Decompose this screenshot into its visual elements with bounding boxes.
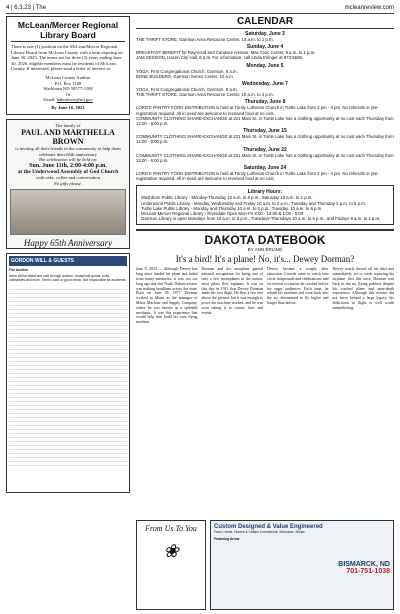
fromus-ad xyxy=(136,520,206,610)
page-header-right: mcleanreview.com xyxy=(344,5,394,11)
anniv-names: PAUL AND MARTHELLA BROWN xyxy=(21,128,115,147)
email-line: Email: bakruhson@nd.gov xyxy=(43,97,93,103)
address-line: McLean County Auditor xyxy=(45,74,91,80)
calendar-date: Thursday, June 15 xyxy=(243,128,287,135)
calendar-date: Monday, June 5 xyxy=(246,62,284,69)
calendar-date: Sunday, June 4 xyxy=(246,44,284,51)
anniv-intro: The family of xyxy=(55,122,81,128)
anniv-script: Happy 65th Anniversary xyxy=(23,238,113,249)
calendar-title: CALENDAR xyxy=(136,16,394,29)
calendar-date: Thursday, June 22 xyxy=(243,146,287,153)
anniv-line2: The celebration will be held on: xyxy=(38,157,98,163)
calendar-date: Thursday, June 8 xyxy=(244,99,286,106)
datebook-paragraph: June 9, 2023 — Although Dewey has long since landed his plane and faded from many memories, it was not too long ago that this North Dakota aviator was making headlines across the state. Born on June 29, 1877, Dorman worked in Minot as the manager of Minot Machine and Supply Company, where he was known as a splendid mechanic. It was this experience that would help him build his own flying machine. xyxy=(136,267,198,325)
calendar-event: COMMUNITY CLOTHING SHARE-EXCHANGE at 221 Main St. in Turtle Lake has a clothing opportunity at no cost each Thursday from 12:00 - 6:00 p.m. xyxy=(136,152,394,163)
library-box xyxy=(136,185,394,225)
gordon-ad xyxy=(6,253,130,493)
anniv-event: Sun. June 11th, 2:00-4:00 p.m. xyxy=(29,162,107,169)
cleat-title: Custom Designed & Value Engineered xyxy=(214,524,323,530)
calendar-days xyxy=(136,31,394,181)
cleat-ad xyxy=(210,520,394,610)
library-entry: Garrison Library is open Mondays from 10 a.m. to 5 p.m., Tuesdays-Thursdays 10 a.m. to 6 p.m., and Fridays 8 a.m. to 1 p.m. xyxy=(141,216,381,222)
gift-icon: ❀ xyxy=(163,541,179,561)
calendar-event: LORD'S PANTRY FOOD DISTRIBUTION is held at Trinity Lutheran Church in Turtle Lake from 2 pm - 4 pm. No referrals or pre-registration required. All in need are welcome to received food at no cost. xyxy=(136,105,379,116)
gordon-listing xyxy=(9,286,127,466)
datebook-byline: BY ANN ERLING xyxy=(247,247,283,253)
cleat-place xyxy=(214,561,390,575)
address-line: Washburn ND 58577-1108 xyxy=(43,86,93,92)
mclean-address xyxy=(11,75,125,111)
datebook-title: DAKOTA DATEBOOK xyxy=(136,229,394,247)
mclean-notice xyxy=(6,16,130,115)
cleat-sub: Farm, Home, Homes & Cabins Commercial, Suburban, Shops xyxy=(214,530,305,534)
calendar-event: BREAKFAST BENEFIT for Raymond and Candace Iverson, Max Civic Center, 9 a.m. to 1 p.m. xyxy=(136,50,316,56)
calendar-date: Saturday, June 24 xyxy=(243,165,287,172)
mclean-title: McLean/Mercer Regional Library Board xyxy=(11,20,125,42)
calendar-event: YOGA, First Congregational Church, Garrison, 8 a.m. xyxy=(136,87,238,93)
right-column xyxy=(136,16,394,325)
address-line: Or xyxy=(65,91,71,97)
calendar-event: COMMUNITY CLOTHING SHARE-EXCHANGE at 221 Main St. in Turtle Lake has a clothing opportunity at no cost each Thursday from 12:00 - 6:00 p.m. xyxy=(136,115,394,127)
datebook-paragraph: Dewey became a sought after attraction. Crowds came to watch him circle fairgrounds and celebrations, and on several occasions he crashed before his eager audiences. Each time, he rebuilt his machine and went back into the air, determined to fly higher and longer than before. xyxy=(267,267,329,306)
library-entry: Washburn Public Library - Monday-Thursday 10 a.m. to 6 p.m., Saturday 10 a.m. to 1 p.m. xyxy=(141,195,313,201)
anniversary-ad xyxy=(6,119,130,250)
calendar-date: Saturday, June 3 xyxy=(245,31,285,37)
cleat-phone: 701-751-1038 xyxy=(346,568,390,575)
email-link[interactable]: bakruhson@nd.gov xyxy=(56,97,93,103)
mclean-body: There is one (1) position on the McLean/Mercer Regional Library Board from McLean County with a term expiring on June 30, 2023. The terms are for three (3) years ending June 30, 2026, eligible members must be residents of McLean County. If interested, please send a letter of interest to: xyxy=(11,44,123,72)
calendar-event: YOGA, First Congregational Church, Garrison, 8 a.m. xyxy=(136,68,238,74)
calendar-event: THE THRIFT STORE, Garrison Area Resource Center, 10 a.m. to 4 p.m. xyxy=(136,92,274,98)
anniv-line1: is inviting all their friends in the community to help them celebrate their 65th anniversary xyxy=(15,146,121,157)
gordon-title: GORDON WILL & GUESTS xyxy=(9,256,127,266)
page-header-left: 4 | 6.3.23 | The xyxy=(6,5,47,11)
datebook-tagline: It's a bird! It's a plane! No, it's... Dewey Dorman? xyxy=(175,254,355,265)
anniv-refresh: with cake, coffee and conversation xyxy=(36,174,100,180)
deadline: By June 16, 2023 xyxy=(51,104,85,110)
calendar-event: COMMUNITY CLOTHING SHARE-EXCHANGE at 221 Main St. in Turtle Lake has a clothing opportunity at no cost each Thursday from 12:00 - 6:00 p.m. xyxy=(136,134,394,145)
library-entry: McLean-Mercer Regional Library - Riverdale Open Mon-Fri 8:00 - 12:00 & 1:00 - 5:00 xyxy=(141,211,304,217)
gordon-sub: Fun Auction xyxy=(9,268,29,273)
bottom-ads xyxy=(136,520,394,610)
couple-photo xyxy=(10,189,126,235)
datebook-columns xyxy=(136,267,394,325)
library-entry: Turtle Lake Public Library - Monday and Thursday 10 a.m. to 5 p.m.; Tuesday, 10 a.m. to 6 p.m. xyxy=(141,205,323,211)
page-header xyxy=(6,4,394,14)
calendar-event: THE THRIFT STORE, Garrison Area Resource Center, 10 a.m. to 1 p.m. xyxy=(136,37,274,42)
calendar-event: JAM SESSION, Hazen City Hall, 6 p.m. For information, call Linda Erlinger at 873-5695. xyxy=(136,55,304,61)
cleat-city: BISMARCK, ND xyxy=(338,561,390,568)
address-line: P.O. Box 1108 xyxy=(54,80,82,86)
fromus-text: From Us To You xyxy=(145,524,197,533)
left-column xyxy=(6,16,130,493)
calendar-event: BONE BUILDERS, Garrison Senior Center, 10 a.m. xyxy=(136,73,234,79)
library-entry: Underwood Public Library - Monday, Wednesday and Friday 10 a.m. to 2 p.m., Tuesday and Thursday 2 p.m. to 6 p.m. xyxy=(141,200,366,206)
datebook-paragraph: Dorman and his aeroplane gained national recognition for being one of only a few monoplanes in the nation; most pilots flew biplanes. It was on this day in 1911 that Dewey Dorman made his first flight. He flew a few feet above the ground, but it was enough to prove the machine worked, and he was soon taking it to county fairs and events. xyxy=(201,267,263,315)
anniv-place: at the Underwood Assembly of God Church xyxy=(17,168,119,175)
library-title: Library Hours: xyxy=(247,189,283,196)
calendar-date: Wednesday, June 7 xyxy=(242,81,288,88)
gordon-fine: Items will be listed and sold through auction. Household goods, tools, collectibles and more. Terms: cash or good check. Not responsible for accidents. xyxy=(9,274,127,283)
datebook-paragraph: Dewey nearly dusted off his shirt and immediately set to work repairing his airplane. Just this once, Dorman was back in the air, flying publicly despite his crashed plane and near-death experience. Although this aviator did not leave behind a large legacy, his dedication to flight is well worth remembering. xyxy=(332,267,394,310)
cleat-web: Featuring Arrow xyxy=(214,537,240,541)
anniv-note: No gifts please. xyxy=(53,180,83,186)
calendar-event: LORD'S PANTRY FOOD DISTRIBUTION is held at Trinity Lutheran Church in Turtle Lake from 2 pm - 4 pm. No referrals or pre-registration required. All in need are welcome to received food at no cost. xyxy=(136,171,379,182)
